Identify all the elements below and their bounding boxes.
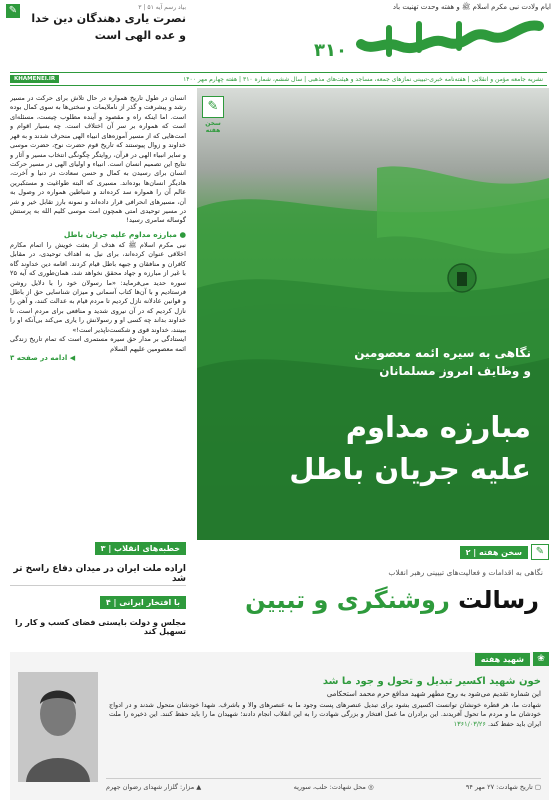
martyr-footer-place: ◎ محل شهادت: حلب، سوریه <box>293 782 374 791</box>
feature-pen-icon: ✎ <box>531 544 549 560</box>
left-box-2-title: مجلس و دولت بایستی فضای کسب و کار را تسهیل کند <box>15 618 186 636</box>
column-kicker-label: سخن هفته <box>205 120 221 134</box>
feature-title-black: رسالت <box>458 586 539 614</box>
left-box-2-label: با افتخار ایرانی | ۴ <box>100 596 186 609</box>
column-para-3: ایستادگی بر مدار حق سیره مستمری است که تمام تاریخ زندگی ائمه معصومین علیهم السلام <box>10 335 186 353</box>
column-sidebar <box>187 94 195 514</box>
masthead-bar <box>10 72 547 86</box>
feature-kicker: نگاهی به اقدامات و فعالیت‌های تبیینی رهبر انقلاب <box>388 568 543 577</box>
martyr-body: شهادت ما، هر قطره خونشان توانست اکسیری بشود برای تبدیل عنصرهای پست وجود ما به عنصرهای والا و باشرف. شهدا خودشان متحول شدند و در ادواج خودشان ما و مردم ما تحول آفریدند. این برادران ما عمل افتخار و بزرگی شهادت را به این انقلاب انجام دادند؛ شهیدان ما را باید حفظ کنند. این ذخیره را ملت ایران باید حفظ کند. ۱۳۶۱/۰۳/۲۶ <box>109 701 541 728</box>
hero-headline <box>289 406 531 490</box>
martyr-date: ۱۳۶۱/۰۳/۲۶ <box>453 719 486 728</box>
hero-headline-line-1: مبارزه مداوم <box>345 410 531 444</box>
column-para-1: انسان در طول تاریخ همواره در حال تلاش برای حرکت در مسیر رشد و پیشرفت و گذر از ناملایمات و سختی‌ها به سوی کمال بوده است. اما اینکه راه و مقصود و آینده مطلوب چیست، مسئله‌ای است که همواره بر سر آن اختلاف است. چه بسیار اقوام و امت‌هایی که از مسیر آموزه‌های انبیاء الهی منحرف شدند و به قهر خداوند و زوال پیوستند که تاریخ قوم حضرت نوح، حضرت موسی و سایر انبیاء الهی در قرآن، روایتگر چگونگی انتخاب مسیر و آثار و نتایج این تصمیم انسان است. انبیاء و اولیای الهی در مسیر حرکت انسان برای رسیدن به کمال و حسن سعادت در دنیا و آخرت، هادیگر انسان‌ها بوده‌اند. مسیری که البته طواغیت و مستکبرین عالم آن را همواره سد کرده‌اند و شیاطین همواره در وصول به آن، مسیرهای انحرافی قرار داده‌اند و نمونه بارز تقابل خیر و شر در مسیر توحیدی امتی همچون امت موسی کلیم الله به پرستش گوساله سامری رسید! <box>10 94 186 225</box>
martyr-footer-date: ▢ تاریخ شهادت: ۲۷ مهر ۹۴ <box>465 782 541 791</box>
column-para-2: نبی مکرم اسلام ﷺ که هدف از بعثت خویش را اتمام مکارم اخلاقی عنوان کرده‌اند، برای نیل به اهداف توحیدی، در مقابل کافران و منافقان و جبهه باطل قیام کردند. اقامه دین خداوند گاه با غیر از مبارزه و جهاد محقق نخواهد شد، همان‌طوری که آیه ۲۵ سوره حدید می‌فرماید: «ما رسولان خود را با دلایل روشن فرستادیم و با آن‌ها کتاب آسمانی و میزان شناسایی حق از باطل و قوانین عادلانه نازل کردیم تا مردم قیام به عدالت کنند، و آهن را نازل کردیم که در آن نیروی شدید و منافعی برای مردم است، تا خداوند بداند چه کسی او و رسولانش را یاری می‌کند بی‌آنکه او را ببینند، خداوند قوی و شکست‌ناپذیر است!» <box>10 240 186 334</box>
teaser-title: نصرت یاری دهندگان دین خدا و عده الهی است <box>31 12 186 42</box>
martyr-title: خون شهید اکسیر تبدیل و تحول و جود ما شد <box>322 676 541 687</box>
martyr-footer <box>106 778 541 794</box>
left-box-1[interactable] <box>10 542 186 586</box>
issue-number: ۳۱۰ <box>314 40 347 61</box>
martyr-photo <box>18 672 98 782</box>
hero-kicker <box>354 344 531 380</box>
hero-column-label <box>199 96 227 134</box>
logo-calligraphy-icon <box>349 14 549 66</box>
masthead-logo <box>349 14 549 66</box>
feature-title-green: روشنگری و تبیین <box>245 586 450 614</box>
column-subhead: ● مبارزه مداوم علیه جریان باطل <box>63 229 186 239</box>
martyr-text <box>109 676 541 729</box>
martyr-byline: این شماره تقدیم می‌شود به روح مطهر شهید مدافع حرم محمد استحکامی <box>326 690 541 698</box>
martyr-label: شهید هفته <box>475 653 530 666</box>
website-badge[interactable]: KHAMENEI.IR <box>10 75 59 83</box>
martyr-section <box>10 652 549 800</box>
hero-kicker-line-1: نگاهی به سیره ائمه معصومین <box>354 346 531 360</box>
masthead-subtitle: نشریه جامعه مؤمن و انقلابی | هفته‌نامه خبری-تبیینی نمازهای جمعه، مساجد و هیئت‌های مذهبی | سال ششم، شماره ۳۱۰ | هفته چهارم مهر ۱۴۰۰ <box>183 75 543 83</box>
feature-label: سخن هفته | ۲ <box>460 546 528 559</box>
left-box-1-label: خطبه‌های انقلاب | ۳ <box>95 542 186 555</box>
hero-headline-line-2: علیه جریان باطل <box>289 452 531 487</box>
column-text <box>10 94 186 514</box>
martyr-label-row <box>475 652 549 666</box>
martyr-portrait-icon <box>18 672 98 782</box>
pen-icon: ✎ <box>6 4 20 18</box>
feature-title <box>245 586 539 614</box>
flower-icon: ❀ <box>533 652 549 666</box>
hero-kicker-line-2: و وظایف امروز مسلمانان <box>379 364 531 378</box>
top-teaser[interactable] <box>6 4 186 44</box>
teaser-kicker: بیاد رسم آیه ۵۱ | ۳ <box>138 4 186 11</box>
feature-label-row <box>460 544 549 560</box>
left-box-2[interactable] <box>10 596 186 640</box>
quill-icon: ✎ <box>202 96 224 118</box>
continue-link[interactable]: ◀ ادامه در صفحه ۳ <box>10 353 76 362</box>
feature-box[interactable] <box>197 544 549 630</box>
martyr-footer-burial: ▲ مزار: گلزار شهدای رضوان جهرم <box>106 782 202 791</box>
left-box-1-title: اراده ملت ایران در میدان دفاع راسخ تر شد <box>13 564 186 584</box>
top-strip: ایام ولادت نبی مکرم اسلام ﷺ و هفته وحدت تهنیت باد <box>392 3 551 11</box>
hero-image[interactable] <box>197 88 549 540</box>
